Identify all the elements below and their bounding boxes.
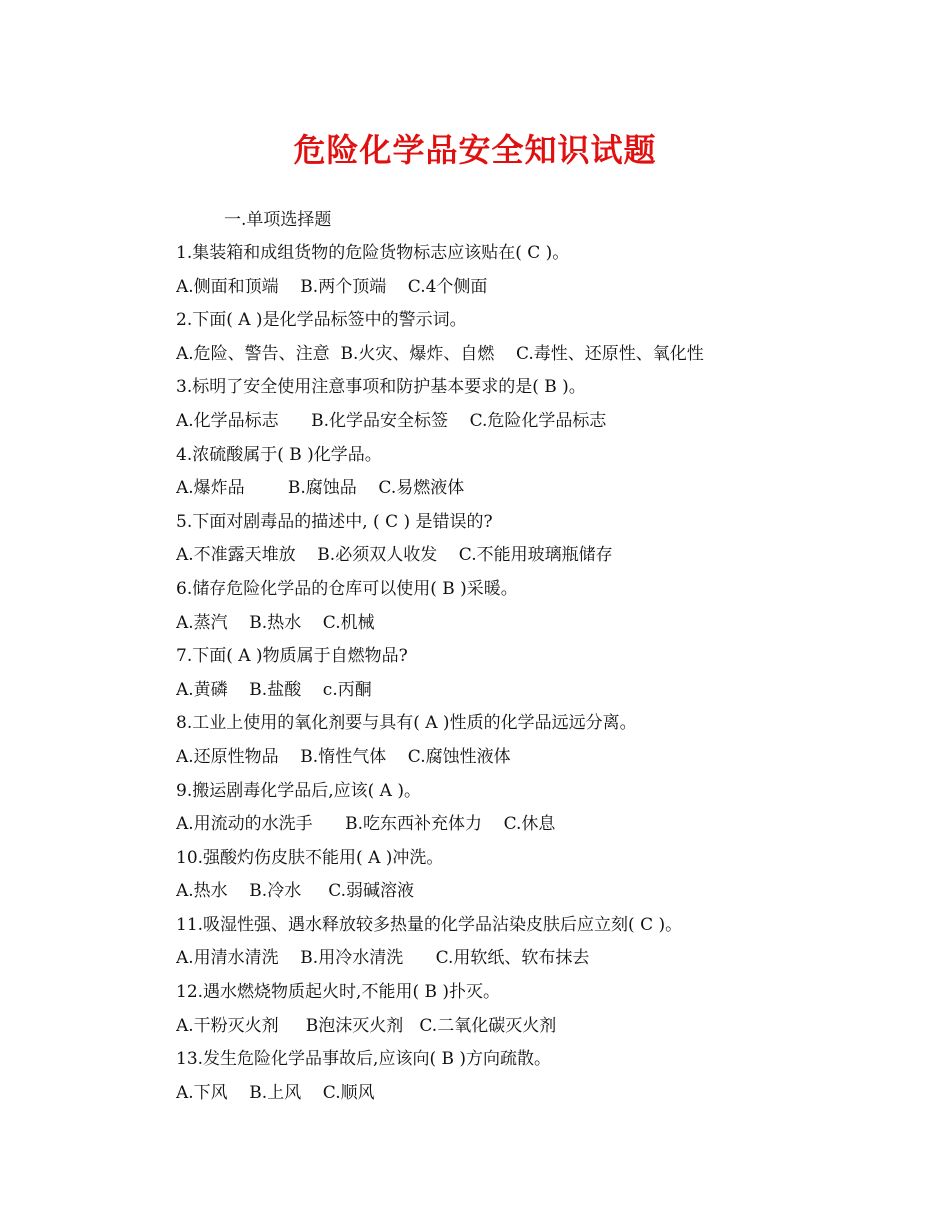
options-6: A.蒸汽 B.热水 C.机械 (176, 612, 375, 633)
question-4: 4.浓硫酸属于( B )化学品。 (176, 444, 382, 465)
question-10: 10.强酸灼伤皮肤不能用( A )冲洗。 (176, 847, 444, 868)
options-1: A.侧面和顶端 B.两个顶端 C.4个侧面 (176, 276, 488, 297)
options-4: A.爆炸品 B.腐蚀品 C.易燃液体 (176, 478, 465, 499)
question-7: 7.下面( A )物质属于自燃物品? (176, 646, 408, 667)
options-9: A.用流动的水洗手 B.吃东西补充体力 C.休息 (176, 814, 556, 835)
question-8: 8.工业上使用的氧化剂要与具有( A )性质的化学品远远分离。 (176, 713, 637, 734)
options-13: A.下风 B.上风 C.顺风 (176, 1082, 375, 1103)
question-12: 12.遇水燃烧物质起火时,不能用( B )扑灭。 (176, 982, 501, 1003)
options-11: A.用清水清洗 B.用冷水清洗 C.用软纸、软布抹去 (176, 948, 590, 969)
options-2: A.危险、警告、注意 B.火灾、爆炸、自燃 C.毒性、还原性、氧化性 (176, 343, 704, 364)
options-5: A.不准露天堆放 B.必须双人收发 C.不能用玻璃瓶储存 (176, 545, 613, 566)
options-7: A.黄磷 B.盐酸 c.丙酮 (176, 679, 372, 700)
question-1: 1.集装箱和成组货物的危险货物标志应该贴在( C )。 (176, 243, 570, 263)
section-heading: 一.单项选择题 (224, 210, 332, 230)
question-3: 3.标明了安全使用注意事项和防护基本要求的是( B )。 (176, 377, 586, 398)
options-12: A.干粉灭火剂 B泡沫灭火剂 C.二氧化碳灭火剂 (176, 1015, 557, 1036)
question-list (176, 241, 896, 1114)
document-title: 危险化学品安全知识试题 (293, 131, 657, 169)
question-2: 2.下面( A )是化学品标签中的警示词。 (176, 310, 467, 331)
question-13: 13.发生危险化学品事故后,应该向( B )方向疏散。 (176, 1049, 552, 1070)
options-3: A.化学品标志 B.化学品安全标签 C.危险化学品标志 (176, 410, 607, 431)
options-8: A.还原性物品 B.惰性气体 C.腐蚀性液体 (176, 746, 511, 767)
question-6: 6.储存危险化学品的仓库可以使用( B )采暖。 (176, 578, 518, 599)
options-10: A.热水 B.冷水 C.弱碱溶液 (176, 881, 415, 902)
question-9: 9.搬运剧毒化学品后,应该( A )。 (176, 780, 421, 801)
question-11: 11.吸湿性强、遇水释放较多热量的化学品沾染皮肤后应立刻( C )。 (176, 914, 683, 935)
question-5: 5.下面对剧毒品的描述中, ( C ) 是错误的? (176, 511, 493, 532)
